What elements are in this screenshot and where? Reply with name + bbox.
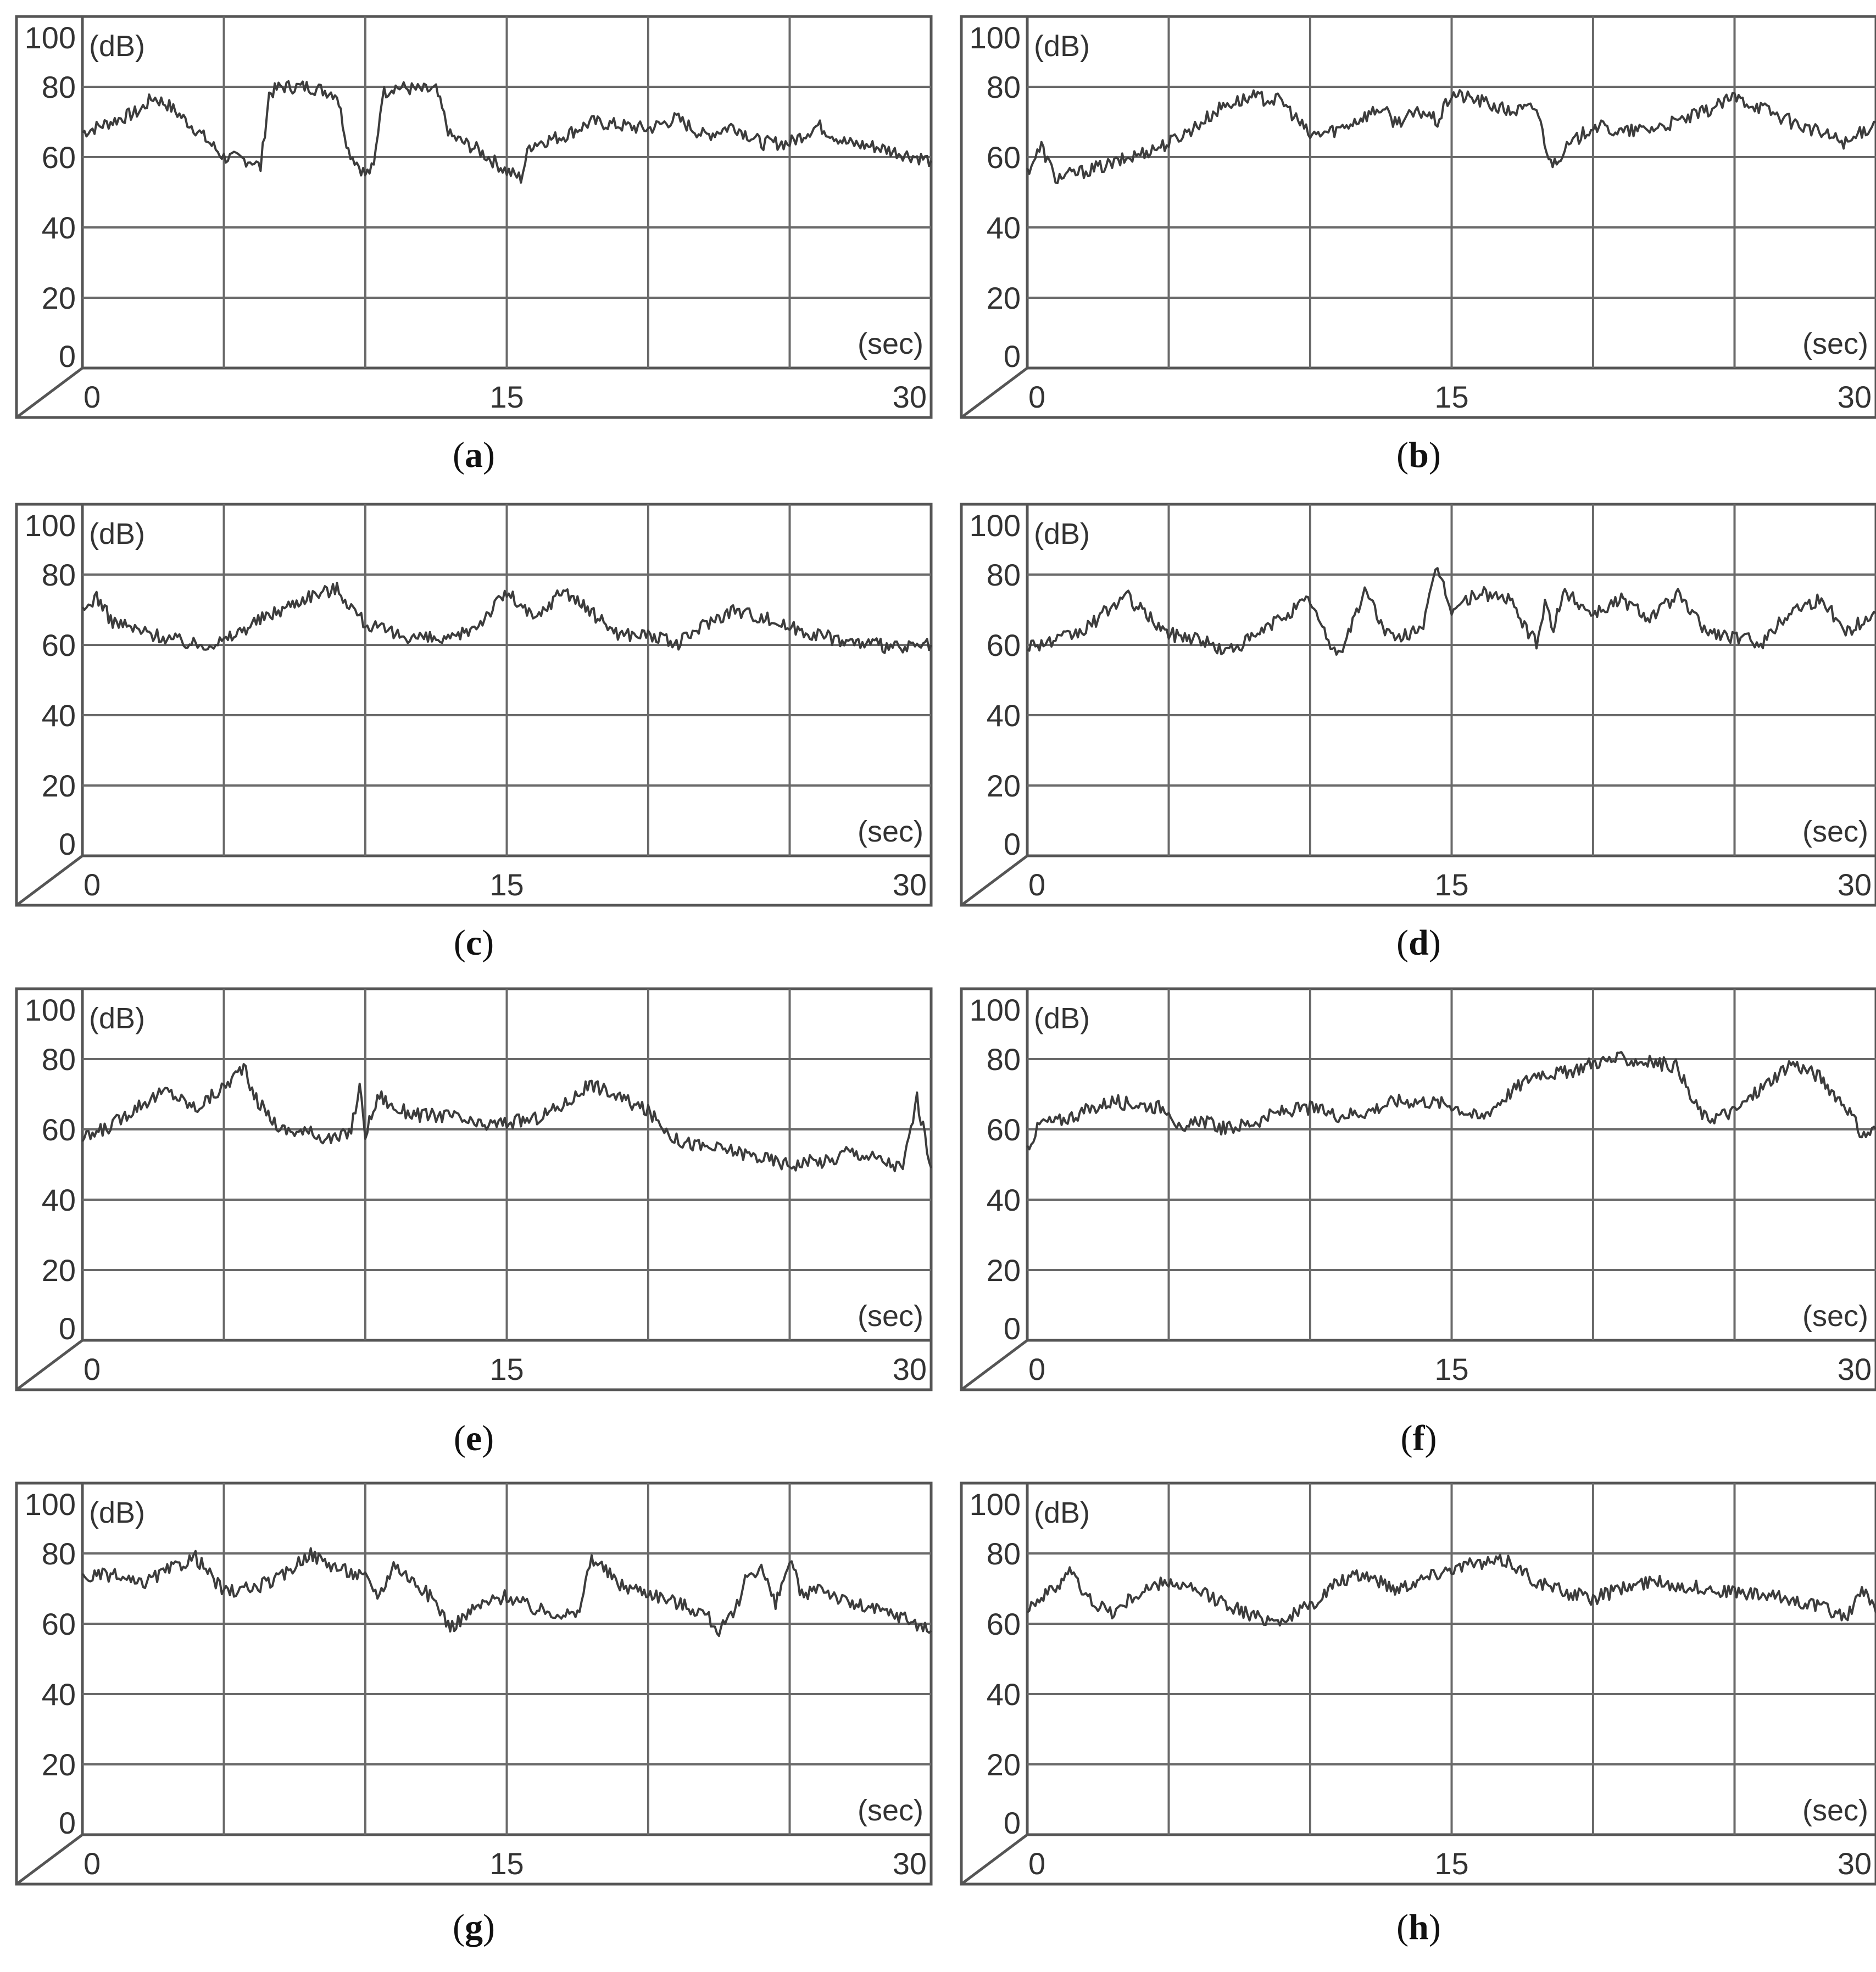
caption-close-paren: )	[483, 1907, 495, 1947]
panel-frame	[961, 16, 1876, 417]
x-tick-label: 15	[489, 1352, 524, 1386]
x-unit-label: (sec)	[858, 327, 923, 360]
y-unit-label: (dB)	[1034, 517, 1090, 550]
y-tick-label: 100	[24, 20, 76, 55]
y-tick-label: 60	[986, 1112, 1021, 1147]
y-tick-label: 40	[986, 210, 1021, 245]
y-tick-label: 0	[1003, 1806, 1021, 1840]
panel-caption	[1401, 1418, 1437, 1458]
y-tick-label: 80	[986, 1536, 1021, 1571]
x-tick-label: 0	[83, 380, 101, 414]
caption-open-paren: (	[453, 1907, 465, 1947]
caption-open-paren: (	[1396, 923, 1409, 963]
x-tick-label: 15	[1434, 1352, 1469, 1386]
caption-letter: f	[1412, 1418, 1425, 1458]
panel-frame	[16, 1483, 931, 1884]
y-tick-label: 40	[986, 1677, 1021, 1712]
panel-frame	[16, 504, 931, 905]
panel-frame	[16, 16, 931, 417]
y-unit-label: (dB)	[1034, 30, 1090, 63]
x-unit-label: (sec)	[1802, 1300, 1868, 1333]
panel-caption	[454, 923, 494, 963]
x-tick-label: 15	[489, 1846, 524, 1881]
y-tick-label: 100	[24, 508, 76, 543]
y-tick-label: 100	[969, 508, 1021, 543]
x-tick-label: 0	[1028, 380, 1046, 414]
y-tick-label: 20	[41, 1253, 76, 1288]
x-tick-label: 30	[1837, 867, 1872, 902]
y-unit-label: (dB)	[89, 1002, 146, 1035]
y-tick-label: 40	[41, 698, 76, 733]
x-tick-label: 15	[489, 380, 524, 414]
y-tick-label: 60	[986, 628, 1021, 662]
y-tick-label: 0	[1003, 339, 1021, 374]
y-tick-label: 0	[1003, 1311, 1021, 1346]
y-tick-label: 60	[986, 1607, 1021, 1641]
caption-letter: d	[1409, 923, 1429, 963]
y-tick-label: 20	[41, 281, 76, 315]
x-tick-label: 30	[892, 1352, 927, 1386]
y-tick-label: 60	[41, 1607, 76, 1641]
x-tick-label: 15	[1434, 380, 1469, 414]
x-tick-label: 0	[83, 1352, 101, 1386]
x-tick-label: 30	[892, 380, 927, 414]
x-unit-label: (sec)	[858, 1794, 923, 1827]
caption-letter: b	[1409, 435, 1429, 475]
panel-frame	[961, 1483, 1876, 1884]
y-tick-label: 100	[969, 993, 1021, 1027]
y-tick-label: 100	[969, 20, 1021, 55]
y-tick-label: 80	[986, 1042, 1021, 1077]
chart-panel-h	[961, 1483, 1876, 1947]
y-tick-label: 80	[41, 1536, 76, 1571]
x-tick-label: 15	[1434, 867, 1469, 902]
y-tick-label: 20	[986, 768, 1021, 803]
chart-panel-d	[961, 504, 1876, 963]
y-tick-label: 80	[986, 70, 1021, 104]
y-tick-label: 40	[986, 698, 1021, 733]
y-unit-label: (dB)	[89, 1496, 146, 1529]
caption-letter: g	[465, 1907, 483, 1947]
y-unit-label: (dB)	[89, 517, 146, 550]
x-tick-label: 30	[892, 867, 927, 902]
y-tick-label: 20	[41, 768, 76, 803]
x-tick-label: 0	[83, 867, 101, 902]
panel-caption	[1396, 435, 1441, 475]
x-unit-label: (sec)	[858, 815, 923, 848]
caption-open-paren: (	[453, 923, 466, 963]
caption-letter: h	[1409, 1907, 1429, 1947]
x-tick-label: 0	[1028, 1846, 1046, 1881]
caption-close-paren: )	[1424, 1418, 1437, 1458]
x-unit-label: (sec)	[858, 1300, 923, 1333]
y-tick-label: 0	[58, 339, 76, 374]
y-tick-label: 40	[41, 1183, 76, 1217]
panel-caption	[1396, 923, 1441, 963]
caption-close-paren: )	[1428, 435, 1441, 475]
caption-open-paren: (	[453, 1418, 466, 1458]
x-tick-label: 0	[1028, 867, 1046, 902]
panel-caption	[454, 1418, 494, 1458]
y-tick-label: 100	[969, 1487, 1021, 1522]
chart-panel-b	[961, 16, 1876, 475]
y-tick-label: 20	[986, 281, 1021, 315]
y-tick-label: 60	[986, 140, 1021, 175]
caption-letter: a	[465, 435, 483, 475]
y-tick-label: 80	[986, 558, 1021, 592]
panel-caption	[453, 1907, 495, 1947]
y-tick-label: 0	[1003, 827, 1021, 861]
y-tick-label: 20	[41, 1747, 76, 1782]
chart-panel-a	[16, 16, 931, 475]
y-tick-label: 0	[58, 1311, 76, 1346]
x-tick-label: 30	[1837, 380, 1872, 414]
caption-open-paren: (	[1396, 435, 1409, 475]
panel-caption	[1396, 1907, 1441, 1947]
caption-close-paren: )	[1428, 1907, 1441, 1947]
y-unit-label: (dB)	[1034, 1496, 1090, 1529]
y-tick-label: 20	[986, 1253, 1021, 1288]
chart-panel-c	[16, 504, 931, 963]
y-tick-label: 40	[41, 210, 76, 245]
y-tick-label: 80	[41, 558, 76, 592]
x-tick-label: 30	[892, 1846, 927, 1881]
chart-panel-f	[961, 989, 1876, 1458]
x-tick-label: 15	[1434, 1846, 1469, 1881]
x-tick-label: 15	[489, 867, 524, 902]
y-tick-label: 100	[24, 993, 76, 1027]
caption-close-paren: )	[1428, 923, 1441, 963]
y-unit-label: (dB)	[89, 30, 146, 63]
y-tick-label: 60	[41, 628, 76, 662]
y-tick-label: 60	[41, 140, 76, 175]
y-tick-label: 0	[58, 1806, 76, 1840]
y-tick-label: 80	[41, 70, 76, 104]
x-tick-label: 30	[1837, 1846, 1872, 1881]
y-tick-label: 100	[24, 1487, 76, 1522]
x-tick-label: 0	[1028, 1352, 1046, 1386]
caption-close-paren: )	[482, 923, 494, 963]
y-tick-label: 80	[41, 1042, 76, 1077]
x-unit-label: (sec)	[1802, 327, 1868, 360]
caption-open-paren: (	[453, 435, 465, 475]
panel-frame	[16, 989, 931, 1390]
y-tick-label: 40	[41, 1677, 76, 1712]
caption-letter: c	[465, 923, 482, 963]
panel-caption	[453, 435, 495, 475]
panel-frame	[961, 989, 1876, 1390]
y-tick-label: 0	[58, 827, 76, 861]
panel-frame	[961, 504, 1876, 905]
chart-panel-e	[16, 989, 931, 1458]
caption-open-paren: (	[1396, 1907, 1409, 1947]
y-tick-label: 60	[41, 1112, 76, 1147]
x-tick-label: 0	[83, 1846, 101, 1881]
x-unit-label: (sec)	[1802, 815, 1868, 848]
caption-close-paren: )	[482, 1418, 494, 1458]
caption-close-paren: )	[483, 435, 495, 475]
caption-open-paren: (	[1400, 1418, 1413, 1458]
y-tick-label: 40	[986, 1183, 1021, 1217]
x-tick-label: 30	[1837, 1352, 1872, 1386]
y-tick-label: 20	[986, 1747, 1021, 1782]
caption-letter: e	[465, 1418, 482, 1458]
x-unit-label: (sec)	[1802, 1794, 1868, 1827]
chart-panel-g	[16, 1483, 931, 1947]
y-unit-label: (dB)	[1034, 1002, 1090, 1035]
